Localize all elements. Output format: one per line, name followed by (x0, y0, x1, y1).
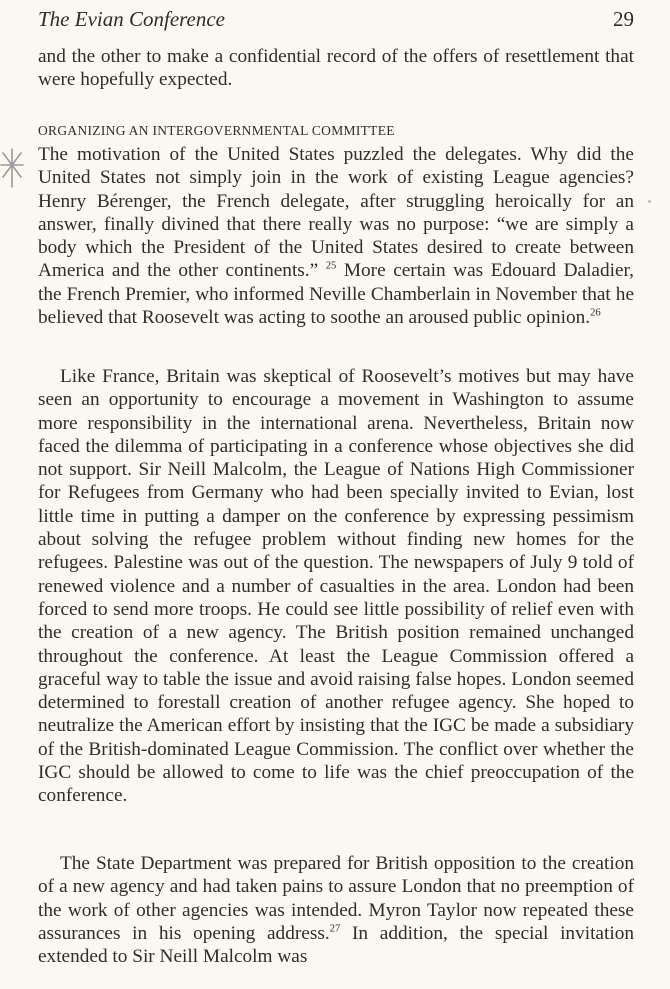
paragraph-britain: Like France, Britain was skeptical of Roosevelt’s motives but may have seen an opportunity to encourage a movement in Washington to assume more responsibility in the international arena. Nevertheless, Britain now faced the dilemma of participating in a conference whose objectives she did not support. Sir Neill Malcolm, the League of Nations High Commissioner for Refugees from Germany who had been specially invited to Evian, lost little time in putting a damper on the conference by expressing pessimism about solving the refugee problem without finding new homes for the refugees. Palestine was out of the question. The newspapers of July 9 told of renewed violence and a number of casualties in the area. London had been forced to send more troops. He could see little possibility of relief even with the creation of a new agency. The British position remained unchanged throughout the conference. At least the League Commission offered a graceful way to table the issue and avoid raising false hopes. London seemed determined to forestall creation of another refugee agency. She hoped to neutralize the American effort by insisting that the IGC be made a subsidiary of the British-dominated League Commission. The conflict over whether the IGC should be allowed to come to life was the chief preoccupation of the conference. (38, 366, 634, 807)
running-title: The Evian Conference (38, 7, 226, 31)
section-heading: ORGANIZING AN INTERGOVERNMENTAL COMMITTEE (38, 123, 395, 138)
paragraph-text: In addition, the special invitation extended to Sir Neill Malcolm was (38, 922, 634, 968)
paragraph-continued: and the other to make a confidential record of the offers of resettlement that were hopefully expected. (38, 46, 634, 91)
footnote-ref-26: 26 (590, 307, 601, 319)
footnote-ref-27: 27 (329, 923, 341, 935)
paragraph-motivation (38, 143, 634, 329)
paragraph-text: The motivation of the United States puzzled the delegates. Why did the United States not simply join in the work of existing League agencies? Henry Bérenger, the French delegate, after struggling heroically for an answer, finally divined that there really was no purpose: “we are simply a body which the President of the United States desired to create between America and the other continents.” (38, 144, 634, 282)
page-number: 29 (613, 7, 634, 31)
paragraph-text: The State Department was prepared for British opposition to the creation of a new agency and had taken pains to assure London that no preemption of the work of other agencies was intended. Myron Taylor now repeated these assurances in his opening address. (38, 853, 634, 944)
footnote-ref-25: 25 (325, 261, 337, 273)
margin-asterisk-mark (0, 143, 24, 193)
paragraph-state-department (38, 852, 634, 968)
running-header (38, 6, 634, 32)
page-speck (648, 200, 651, 203)
paragraph-text: More certain was Edouard Daladier, the French Premier, who informed Neville Chamberlain in November that he believed that Roosevelt was acting to soothe an aroused public opinion. (38, 260, 634, 329)
